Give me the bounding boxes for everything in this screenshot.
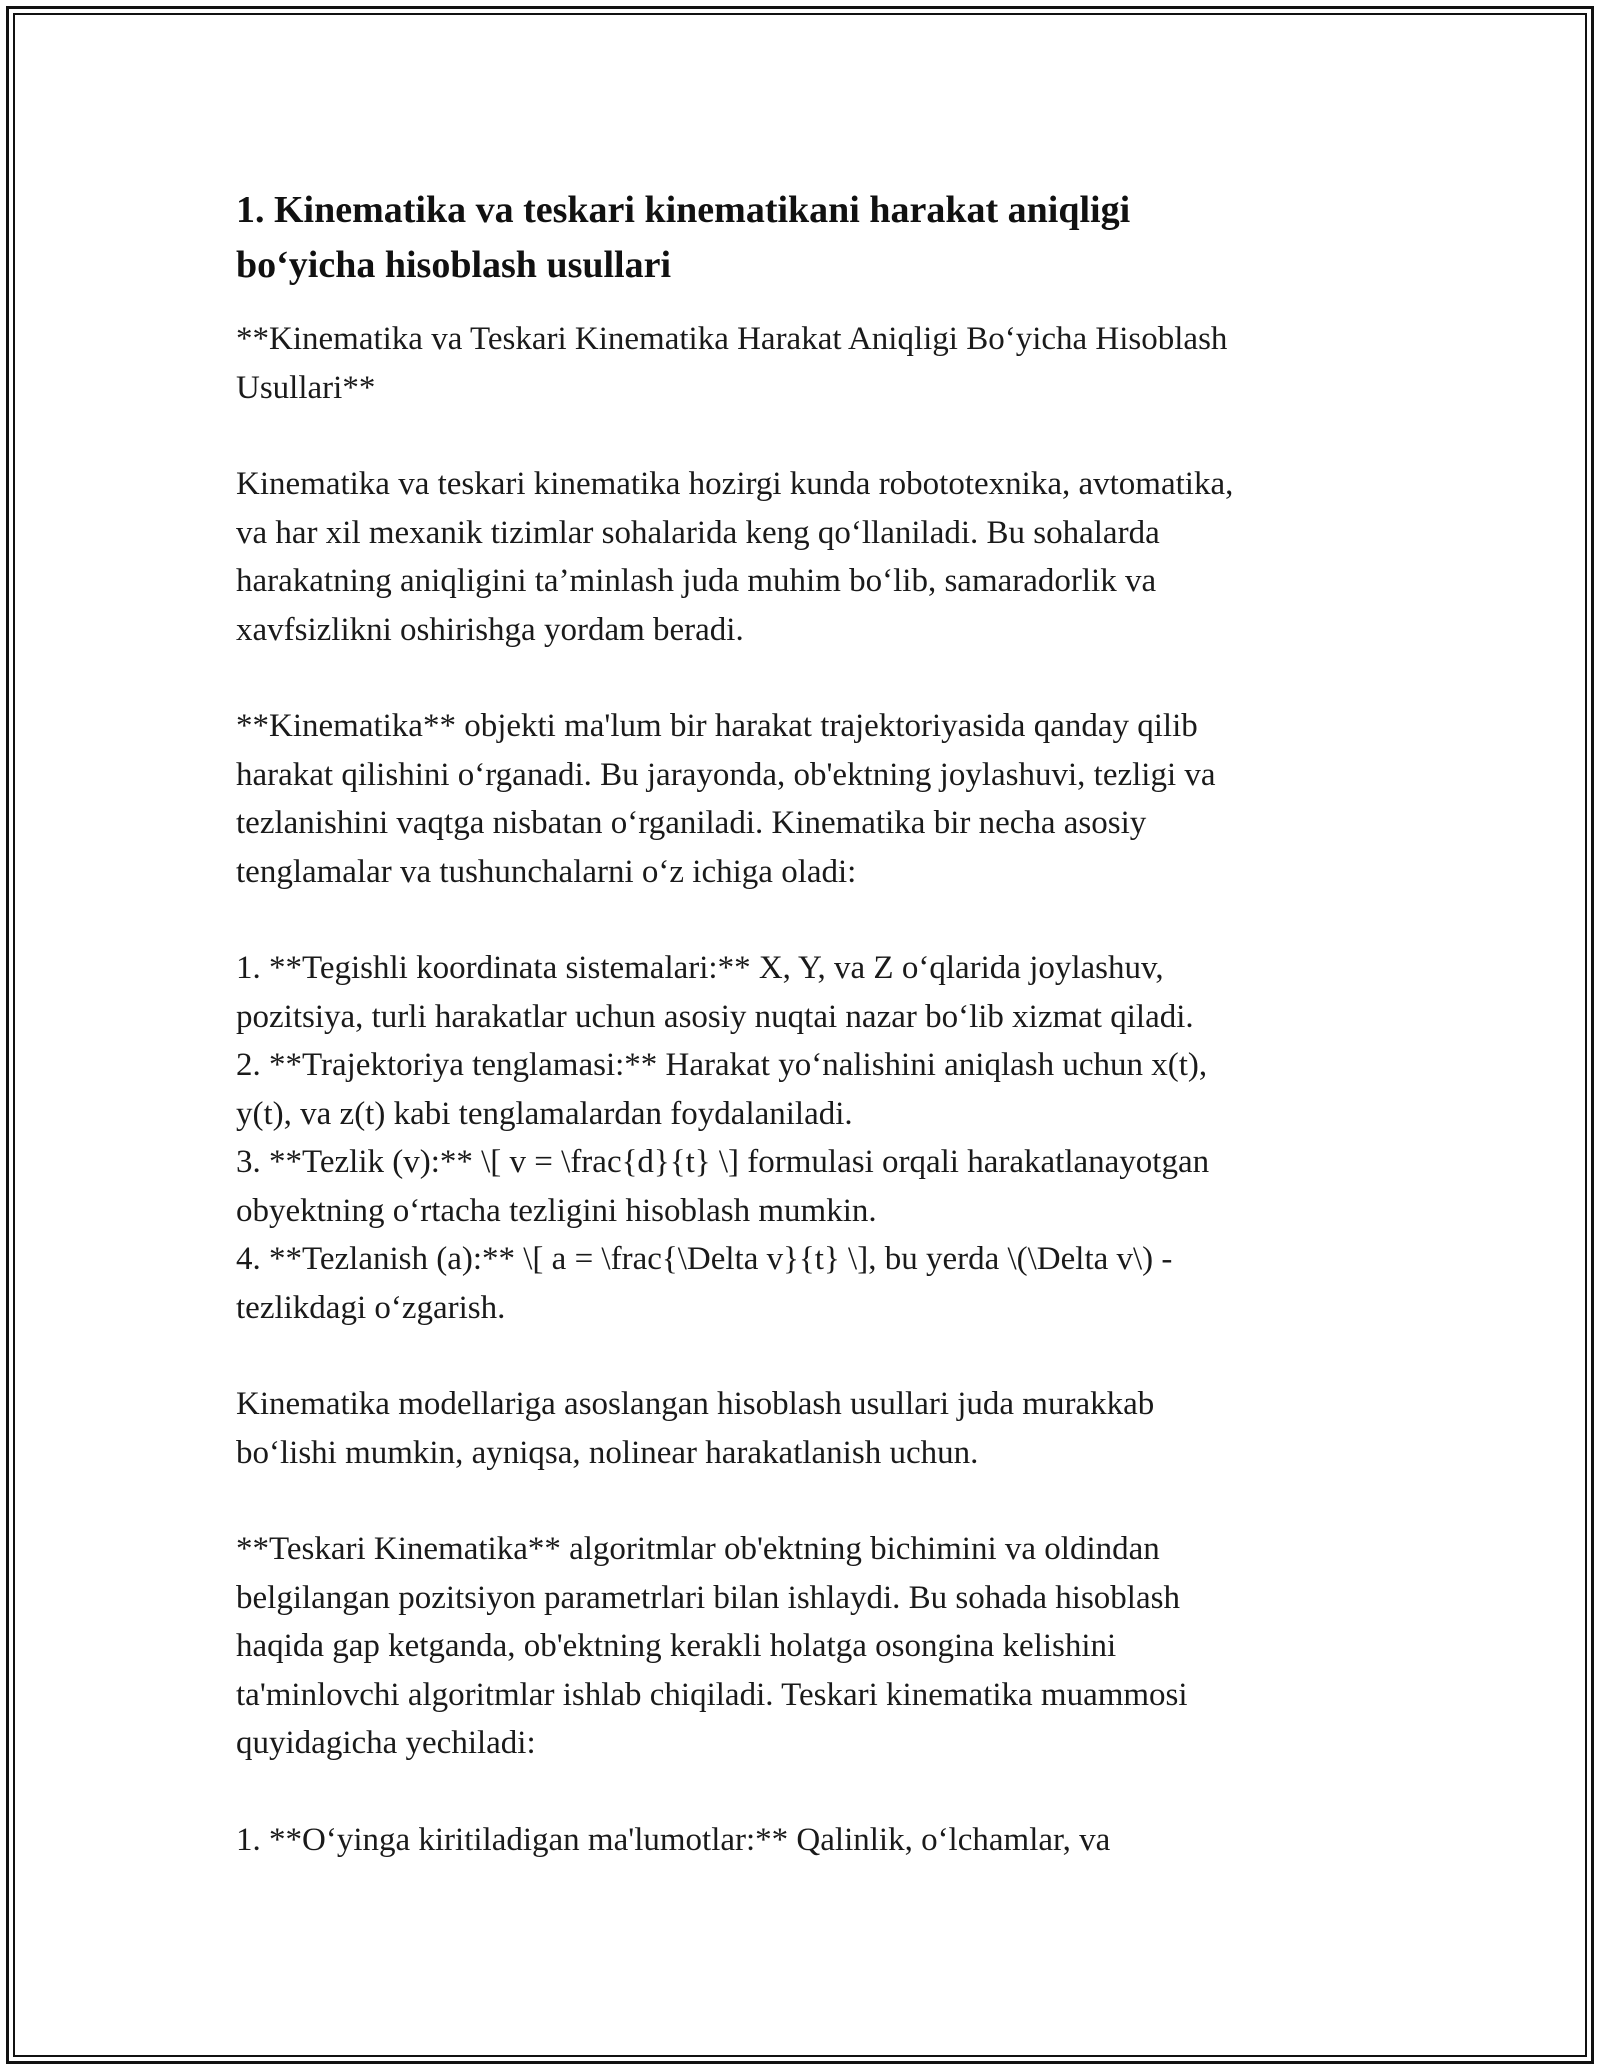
text-line: 4. **Tezlanish (a):** \[ a = \frac{\Delta v}{t} \], bu yerda \(\Delta v\) - (236, 1241, 1173, 1277)
intro-paragraph (236, 460, 1366, 654)
text-line: **Kinematika va Teskari Kinematika Harakat Aniqligi Bo‘yicha Hisoblash (236, 321, 1228, 357)
text-line: **Kinematika** objekti ma'lum bir harakat trajektoriyasida qanday qilib (236, 708, 1198, 744)
text-line: y(t), va z(t) kabi tenglamalardan foydalaniladi. (236, 1095, 853, 1132)
inverse-kinematics-paragraph (236, 1525, 1366, 1768)
subtitle-paragraph (236, 315, 1366, 412)
text-line: pozitsiya, turli harakatlar uchun asosiy nuqtai nazar bo‘lib xizmat qiladi. (236, 998, 1194, 1035)
inputs-list-paragraph (236, 1816, 1366, 1865)
text-line: harakatning aniqligini ta’minlash juda muhim bo‘lib, samaradorlik va (236, 563, 1157, 599)
text-line: 1. **Tegishli koordinata sistemalari:** X, Y, va Z o‘qlarida joylashuv, (236, 950, 1164, 986)
numbered-list-paragraph (236, 944, 1366, 1332)
text-line: Kinematika modellariga asoslangan hisoblash usullari juda murakkab (236, 1386, 1155, 1422)
title-line: bo‘yicha hisoblash usullari (236, 244, 672, 286)
title-line: 1. Kinematika va teskari kinematikani harakat aniqligi (236, 189, 1131, 231)
text-line: va har xil mexanik tizimlar sohalarida keng qo‘llaniladi. Bu sohalarda (236, 514, 1160, 551)
text-line: bo‘lishi mumkin, ayniqsa, nolinear harakatlanish uchun. (236, 1434, 979, 1471)
text-line: 2. **Trajektoriya tenglamasi:** Harakat yo‘nalishini aniqlash uchun x(t), (236, 1047, 1208, 1083)
text-line: belgilangan pozitsiyon parametrlari bilan ishlaydi. Bu sohada hisoblash (236, 1579, 1180, 1616)
models-paragraph (236, 1380, 1366, 1477)
text-line: **Teskari Kinematika** algoritmlar ob'ektning bichimini va oldindan (236, 1531, 1160, 1567)
section-title (236, 183, 1366, 293)
text-line: 1. **O‘yinga kiritiladigan ma'lumotlar:** Qalinlik, o‘lchamlar, va (236, 1821, 1111, 1858)
text-line: tezlanishini vaqtga nisbatan o‘rganiladi. Kinematika bir necha asosiy (236, 805, 1147, 841)
text-line: xavfsizlikni oshirishga yordam beradi. (236, 611, 744, 648)
text-line: ta'minlovchi algoritmlar ishlab chiqiladi. Teskari kinematika muammosi (236, 1676, 1188, 1713)
text-line: tenglamalar va tushunchalarni o‘z ichiga oladi: (236, 853, 857, 890)
text-line: quyidagicha yechiladi: (236, 1725, 536, 1761)
text-line: obyektning o‘rtacha tezligini hisoblash mumkin. (236, 1192, 877, 1229)
text-line: harakat qilishini o‘rganadi. Bu jarayonda, ob'ektning joylashuvi, tezligi va (236, 756, 1216, 793)
text-line: haqida gap ketganda, ob'ektning kerakli holatga osongina kelishini (236, 1628, 1117, 1664)
kinematics-paragraph (236, 702, 1366, 896)
text-line: Kinematika va teskari kinematika hozirgi kunda robototexnika, avtomatika, (236, 466, 1234, 502)
text-line: tezlikdagi o‘zgarish. (236, 1289, 506, 1326)
document-body (236, 183, 1366, 1912)
text-line: 3. **Tezlik (v):** \[ v = \frac{d}{t} \] formulasi orqali harakatlanayotgan (236, 1144, 1210, 1180)
text-line: Usullari** (236, 369, 376, 406)
